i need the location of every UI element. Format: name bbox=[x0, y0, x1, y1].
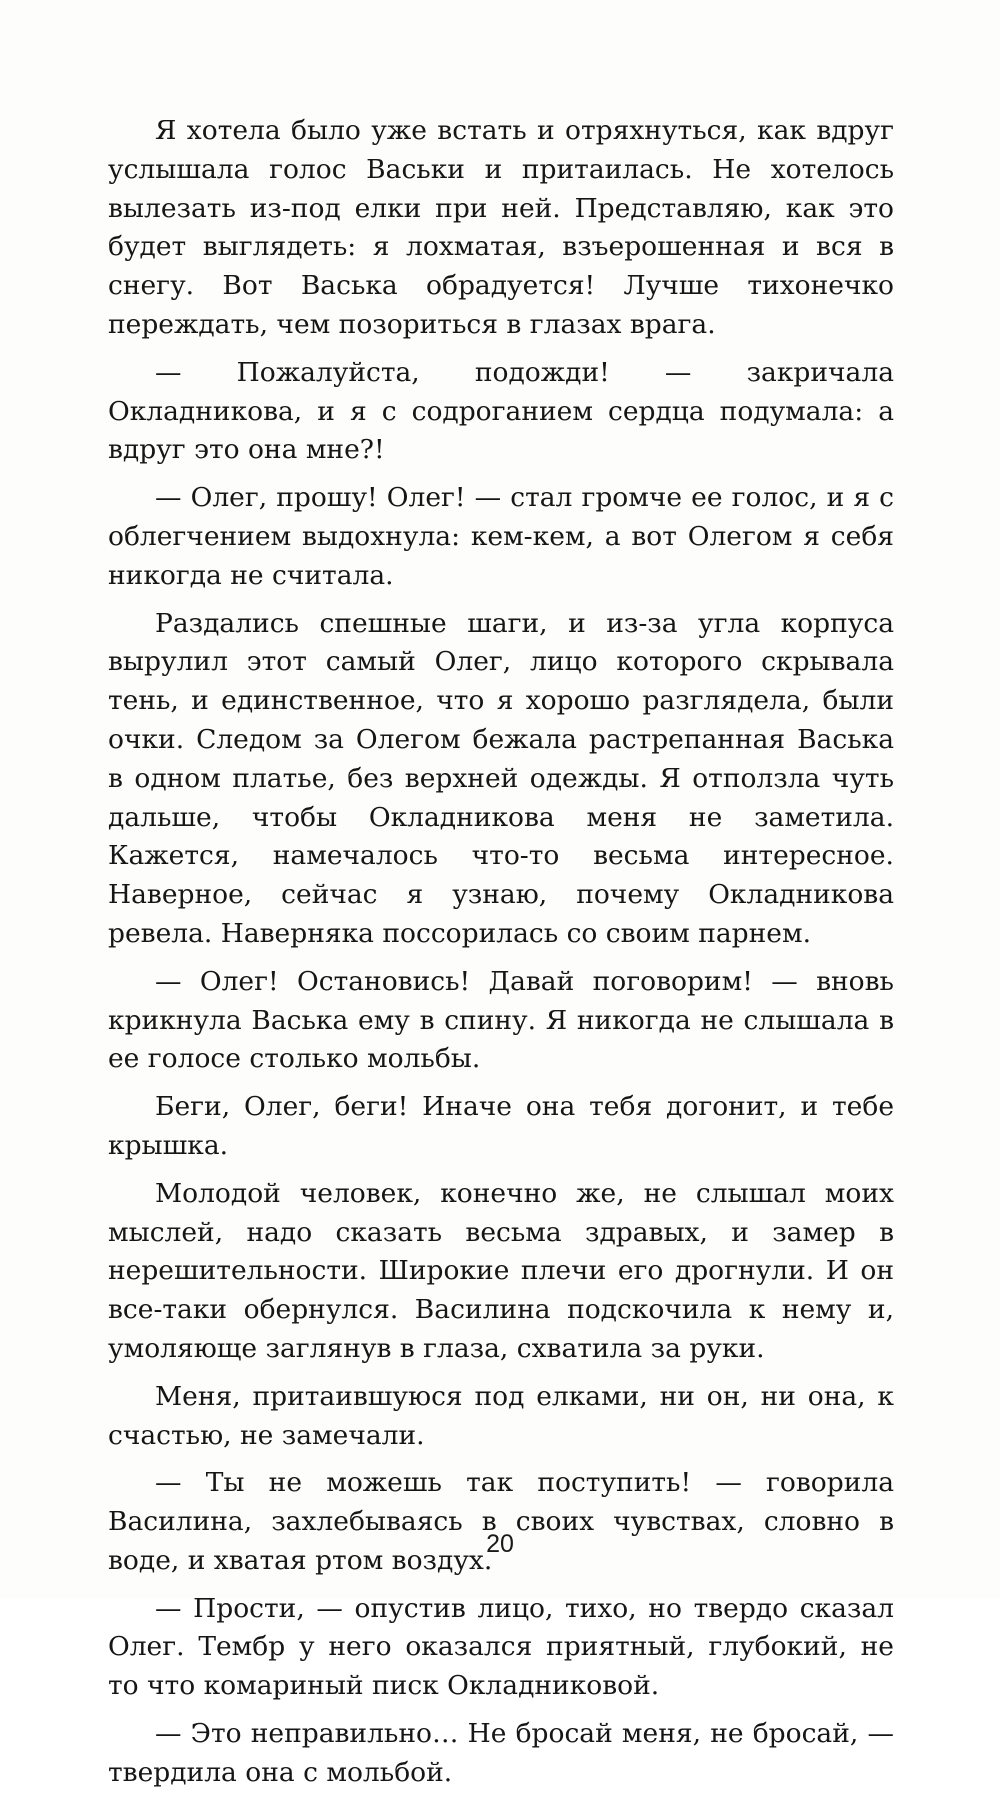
paragraph-4: Раздались спешные шаги, и из-за угла корпуса вырулил этот самый Олег, лицо которого скрывала тень, и единственное, что я хорошо разглядела, были очки. Следом за Олегом бежала растрепанная Васька в одном платье, без верхней одежды. Я отползла чуть дальше, чтобы Окладникова меня не заметила. Кажется, намечалось что-то весьма интересное. Наверное, сейчас я узнаю, почему Окладникова ревела. Наверняка поссорилась со своим парнем. bbox=[108, 607, 894, 949]
paragraph-10: — Прости, — опустив лицо, тихо, но твердо сказал Олег. Тембр у него оказался приятный, глубокий, не то что комариный писк Окладниковой. bbox=[108, 1592, 894, 1702]
paragraph-9: — Ты не можешь так поступить! — говорила Василина, захлебываясь в своих чувствах, словно в воде, и хватая ртом воздух. bbox=[108, 1467, 894, 1576]
paragraph-3: — Олег, прошу! Олег! — стал громче ее голос, и я с облегчением выдохнула: кем-кем, а вот Олегом я себя никогда не считала. bbox=[108, 482, 894, 591]
paragraph-5: — Олег! Остановись! Давай поговорим! — вновь крикнула Васька ему в спину. Я никогда не слышала в ее голосе столько мольбы. bbox=[108, 965, 894, 1075]
paragraph-8: Меня, притаившуюся под елками, ни он, ни она, к счастью, не замечали. bbox=[108, 1380, 894, 1451]
paragraph-2: — Пожалуйста, подожди! — закричала Окладникова, и я с содроганием сердца подумала: а вдруг это она мне?! bbox=[108, 356, 894, 466]
paragraph-1: Я хотела было уже встать и отряхнуться, как вдруг услышала голос Васьки и притаилась. Не хотелось вылезать из-под елки при ней. Представляю, как это будет выглядеть: я лохматая, взъерошенная и вся в снегу. Вот Васька обрадуется! Лучше тихонечко переждать, чем позориться в глазах врага. bbox=[108, 115, 894, 340]
page-number: 20 bbox=[486, 1530, 514, 1558]
paragraph-6: Беги, Олег, беги! Иначе она тебя догонит, и тебе крышка. bbox=[108, 1091, 894, 1161]
paragraph-11: — Это неправильно… Не бросай меня, не бросай, — твердила она с мольбой. bbox=[108, 1718, 894, 1788]
paragraph-7: Молодой человек, конечно же, не слышал моих мыслей, надо сказать весьма здравых, и замер в нерешительности. Широкие плечи его дрогнули. И он все-таки обернулся. Василина подскочила к нему и, умоляюще заглянув в глаза, схватила за руки. bbox=[108, 1177, 894, 1364]
